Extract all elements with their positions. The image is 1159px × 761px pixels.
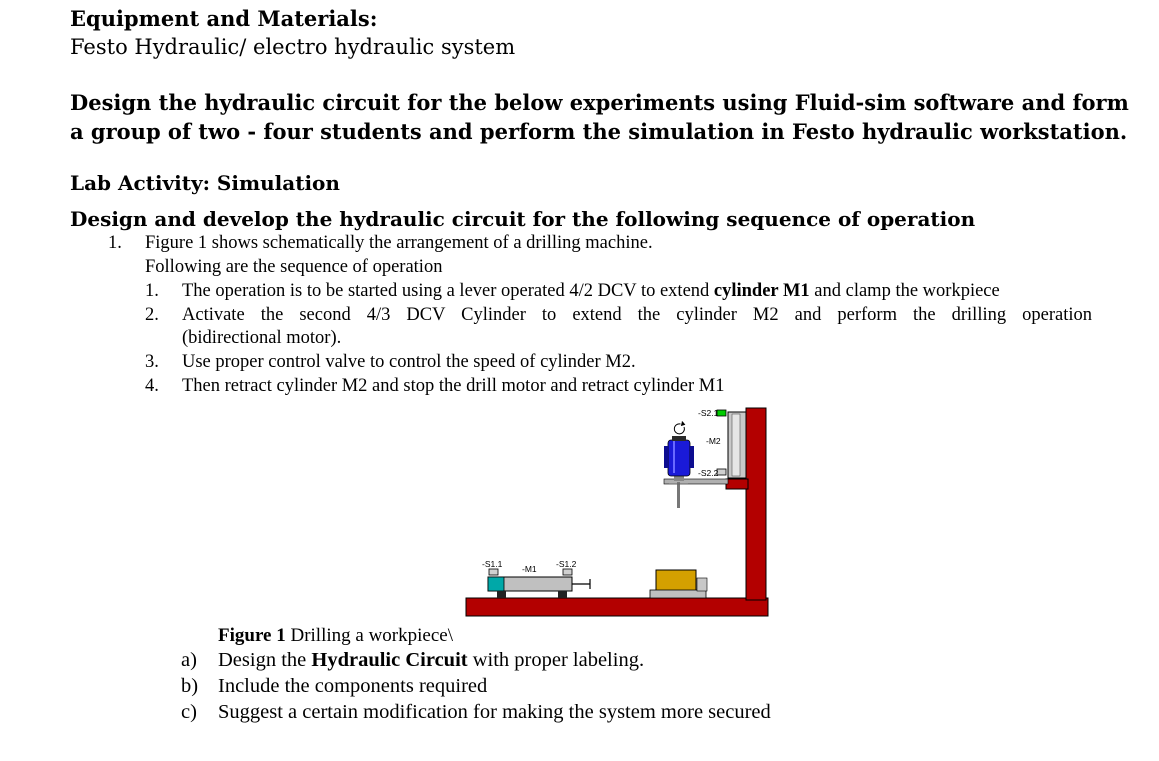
step-2-subtext: (bidirectional motor). bbox=[182, 328, 342, 348]
label-s12: -S1.2 bbox=[556, 559, 577, 569]
lab-activity-heading: Lab Activity: Simulation bbox=[70, 171, 340, 195]
workpiece bbox=[656, 570, 696, 591]
item-1-number: 1. bbox=[108, 233, 122, 253]
step-3-number: 3. bbox=[145, 352, 159, 372]
question-a-text: Design the Hydraulic Circuit with proper labeling. bbox=[218, 649, 645, 671]
item-1-text: Figure 1 shows schematically the arrangement of a drilling machine. bbox=[145, 233, 653, 253]
figure-caption: Figure 1 Drilling a workpiece\ bbox=[218, 625, 453, 646]
label-s11: -S1.1 bbox=[482, 559, 503, 569]
question-a-letter: a) bbox=[181, 649, 197, 671]
step-4-text: Then retract cylinder M2 and stop the drill motor and retract cylinder M1 bbox=[182, 376, 725, 396]
item-1-subtext: Following are the sequence of operation bbox=[145, 257, 443, 277]
sensor-s11-indicator bbox=[489, 569, 498, 575]
step-4-number: 4. bbox=[145, 376, 159, 396]
rotation-arrow-icon bbox=[674, 422, 684, 434]
drill-motor-icon bbox=[664, 436, 694, 476]
question-b-text: Include the components required bbox=[218, 675, 488, 697]
step-2-number: 2. bbox=[145, 305, 159, 325]
machine-base bbox=[466, 598, 768, 616]
label-s22: -S2.2 bbox=[698, 468, 719, 478]
drilling-machine-figure bbox=[460, 400, 780, 622]
sensor-s21-indicator bbox=[717, 410, 726, 416]
machine-column bbox=[746, 408, 766, 600]
label-s21: -S2.1 bbox=[698, 408, 719, 418]
question-b-letter: b) bbox=[181, 675, 199, 697]
design-task-line-1: Design the hydraulic circuit for the below experiments using Fluid-sim software and form bbox=[70, 90, 1129, 115]
design-task-line-2: a group of two - four students and perform the simulation in Festo hydraulic workstation. bbox=[70, 119, 1128, 144]
question-c-text: Suggest a certain modification for making the system more secured bbox=[218, 701, 771, 723]
step-2-text: Activate the second 4/3 DCV Cylinder to extend the cylinder M2 and perform the drilling operation bbox=[182, 305, 1092, 325]
step-3-text: Use proper control valve to control the speed of cylinder M2. bbox=[182, 352, 636, 372]
sensor-s22-indicator bbox=[717, 469, 726, 475]
question-c-letter: c) bbox=[181, 701, 197, 723]
step-1-text: The operation is to be started using a lever operated 4/2 DCV to extend cylinder M1 and clamp the workpiece bbox=[182, 281, 1000, 301]
section-subtitle: Festo Hydraulic/ electro hydraulic system bbox=[70, 35, 516, 59]
label-m2: -M2 bbox=[706, 436, 721, 446]
column-bracket bbox=[726, 479, 748, 489]
step-1-number: 1. bbox=[145, 281, 159, 301]
sensor-s12-indicator bbox=[563, 569, 572, 575]
section-title: Equipment and Materials: bbox=[70, 6, 378, 31]
develop-heading: Design and develop the hydraulic circuit for the following sequence of operation bbox=[70, 207, 976, 231]
label-m1: -M1 bbox=[522, 564, 537, 574]
